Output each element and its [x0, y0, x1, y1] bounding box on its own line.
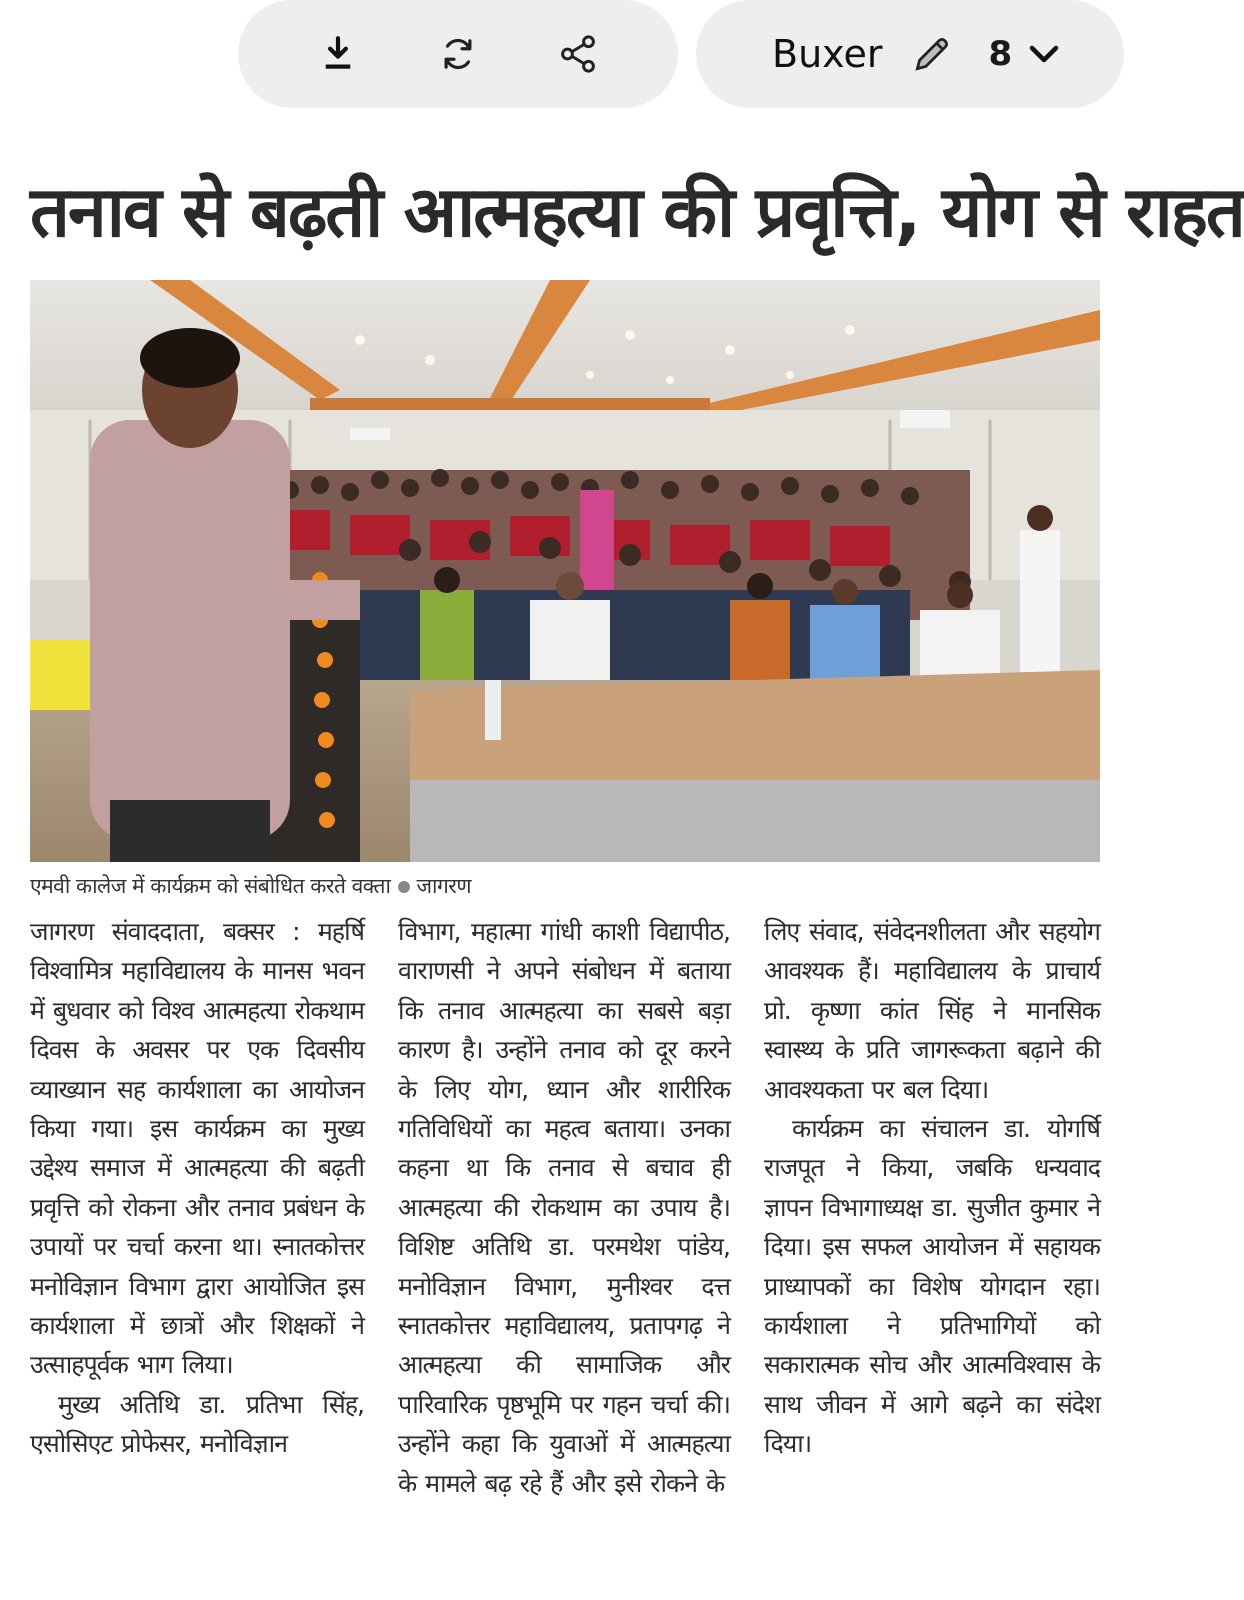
chevron-down-icon[interactable]: [1026, 36, 1062, 72]
article-paragraph: लिए संवाद, संवेदनशीलता और सहयोग आवश्यक हैं। महाविद्यालय के प्राचार्य प्रो. कृष्णा कांत सिंह ने मानसिक स्वास्थ्य के प्रति जागरूकता बढ़ाने की आवश्यकता पर बल दिया।: [764, 917, 1100, 1104]
share-icon: [557, 33, 599, 75]
caption-dot: [398, 881, 410, 893]
article-column-3: [764, 912, 1100, 1464]
download-icon: [317, 33, 359, 75]
article-paragraph: जागरण संवाददाता, बक्सर : महर्षि विश्वामित्र महाविद्यालय के मानस भवन में बुधवार को विश्व आत्महत्या रोकथाम दिवस के अवसर पर एक दिवसीय व्याख्यान सह कार्यशाला का आयोजन किया गया। इस कार्यक्रम का मुख्य उद्देश्य समाज में आत्महत्या की बढ़ती प्रवृत्ति को रोकना और तनाव प्रबंधन के उपायों पर चर्चा करना था। स्नातकोत्तर मनोविज्ञान विभाग द्वारा आयोजित इस कार्यशाला में छात्रों और शिक्षकों ने उत्साहपूर्वक भाग लिया।: [30, 917, 364, 1380]
share-button[interactable]: [552, 28, 604, 80]
page-number: 8: [988, 34, 1013, 74]
refresh-button[interactable]: [432, 28, 484, 80]
refresh-icon: [437, 33, 479, 75]
article-paragraph: मुख्य अतिथि डा. प्रतिभा सिंह, एसोसिएट प्रोफेसर, मनोविज्ञान: [30, 1389, 364, 1459]
article-column-1: [30, 912, 364, 1464]
caption-credit: जागरण: [416, 874, 472, 898]
pencil-icon[interactable]: [910, 32, 954, 76]
article-paragraph: कार्यक्रम का संचालन डा. योगर्षि राजपूत ने किया, जबकि धन्यवाद ज्ञापन विभागाध्यक्ष डा. सुजीत कुमार ने दिया। इस सफल आयोजन में सहायक प्राध्यापकों का विशेष योगदान रहा। कार्यशाला ने प्रतिभागियों को सकारात्मक सोच और आत्मविश्वास के साथ जीवन में आगे बढ़ने का संदेश दिया।: [764, 1114, 1100, 1459]
download-button[interactable]: [312, 28, 364, 80]
edition-selector[interactable]: [696, 0, 1124, 108]
photo-caption: [30, 872, 1100, 900]
caption-text: एमवी कालेज में कार्यक्रम को संबोधित करते वक्ता: [30, 874, 391, 898]
article-column-2: [398, 912, 730, 1503]
action-toolbar: [238, 0, 678, 108]
edition-city: Buxer: [772, 32, 883, 76]
article-photo: [30, 280, 1100, 862]
article-paragraph: विभाग, महात्मा गांधी काशी विद्यापीठ, वाराणसी ने अपने संबोधन में बताया कि तनाव आत्महत्या का सबसे बड़ा कारण है। उन्होंने तनाव को दूर करने के लिए योग, ध्यान और शारीरिक गतिविधियों का महत्व बताया। उनका कहना था कि तनाव से बचाव ही आत्महत्या की रोकथाम का उपाय है। विशिष्ट अतिथि डा. परमथेश पांडेय, मनोविज्ञान विभाग, मुनीश्वर दत्त स्नातकोत्तर महाविद्यालय, प्रतापगढ़ ने आत्महत्या की सामाजिक और पारिवारिक पृष्ठभूमि पर गहन चर्चा की। उन्होंने कहा कि युवाओं में आत्महत्या के मामले बढ़ रहे हैं और इसे रोकने के: [398, 917, 730, 1498]
article-headline: तनाव से बढ़ती आत्महत्या की प्रवृत्ति, योग से राहत: [30, 171, 1244, 253]
seminar-hall-image: [30, 280, 1100, 862]
